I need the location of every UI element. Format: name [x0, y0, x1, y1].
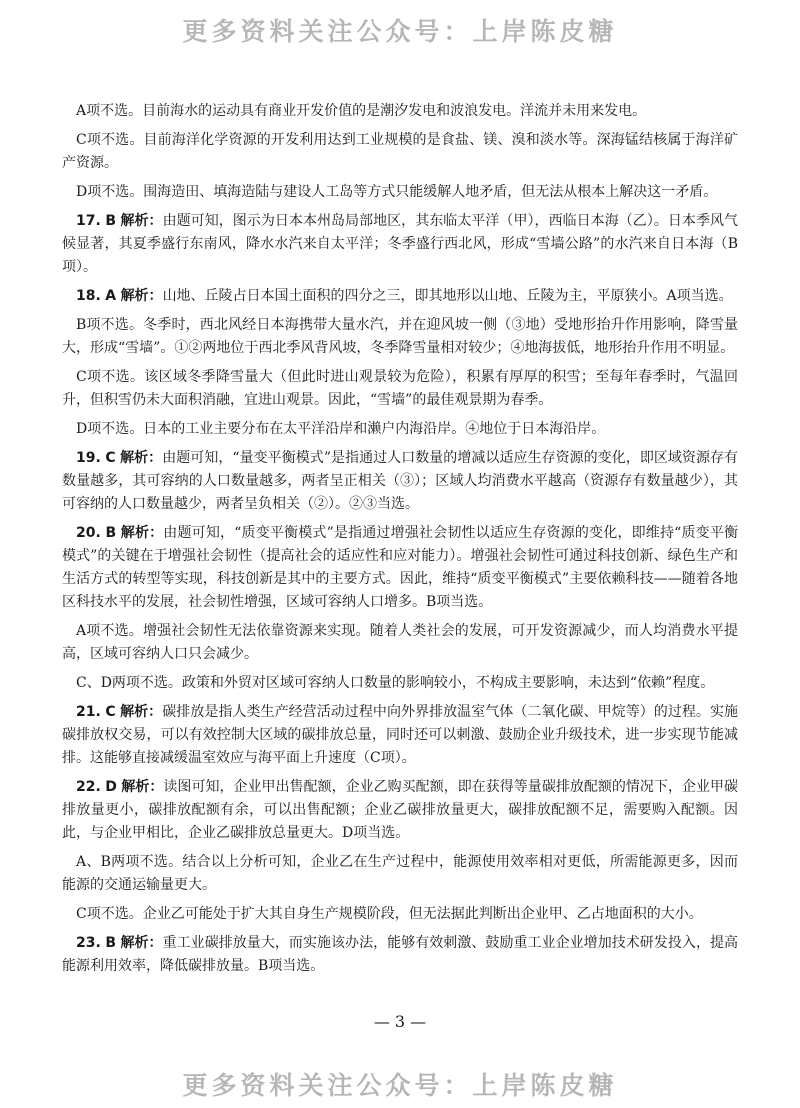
analysis-label: 解析：: [121, 779, 164, 795]
explanation-text: 山地、丘陵占日本国土面积的四分之三，即其地形以山地、丘陵为主，平原狭小。A项当选。: [162, 288, 733, 304]
paragraph: D项不选。日本的工业主要分布在太平洋沿岸和濑户内海沿岸。④地位于日本海沿岸。: [76, 421, 606, 437]
answer-letter: C: [105, 450, 116, 466]
explanation-text: 读图可知，企业甲出售配额，企业乙购买配额，即在获得等量碳排放配额的情况下，企业甲碳排放量更小，碳排放配额有余，可以出售配额；企业乙碳排放量更大，碳排放配额不足，需要购入配额。因此，与企业甲相比，企业乙碳排放总量更大。D项当选。: [62, 779, 739, 841]
analysis-label: 解析：: [120, 450, 163, 466]
paragraph: C项不选。目前海洋化学资源的开发利用达到工业规模的是食盐、镁、溴和淡水等。深海锰结核属于海洋矿产资源。: [62, 132, 738, 171]
page-number: — 3 —: [373, 1012, 427, 1031]
question-22-explanation: [62, 776, 738, 845]
analysis-label: 解析：: [120, 213, 163, 229]
analysis-label: 解析：: [120, 525, 164, 541]
answer-letter: B: [105, 935, 116, 951]
answer-content: [62, 100, 738, 984]
explanation-text: 由题可知，“量变平衡模式”是指通过人口数量的增减以适应生存资源的变化，即区域资源存有数量越多，其可容纳的人口数量越多，两者呈正相关（③）；区域人均消费水平越高（资源存有数量越少），其可容纳的人口数量越少，两者呈负相关（②）。②③当选。: [62, 450, 739, 512]
question-20-explanation: [62, 522, 738, 614]
answer-letter: B: [105, 213, 116, 229]
explanation-text: 由题可知，“质变平衡模式”是指通过增强社会韧性以适应生存资源的变化，即维持“质变平衡模式”的关键在于增强社会韧性（提高社会的适应性和应对能力）。增强社会韧性可通过科技创新、绿色生产和生活方式的转型等实现，科技创新是其中的主要方式。因此，维持“质变平衡模式”主要依赖科技——随着各地区科技水平的发展，社会韧性增强，区域可容纳人口增多。B项当选。: [62, 525, 739, 610]
answer-letter: C: [105, 704, 116, 720]
explanation-text: 碳排放是指人类生产经营活动过程中向外界排放温室气体（二氧化碳、甲烷等）的过程。实施碳排放权交易，可以有效控制大区域的碳排放总量，同时还可以刺激、鼓励企业升级技术，进一步实现节能减排。这能够直接减缓温室效应与海平面上升速度（C项）。: [62, 704, 739, 766]
question-number: 23.: [76, 935, 101, 951]
analysis-label: 解析：: [120, 935, 163, 951]
question-23-explanation: [62, 932, 738, 978]
question-17-explanation: [62, 210, 738, 279]
paragraph: B项不选。冬季时，西北风经日本海携带大量水汽，并在迎风坡一侧（③地）受地形抬升作用影响，降雪量大，形成“雪墙”。①②两地位于西北季风背风坡，冬季降雪量相对较少；④地海拔低，地形抬升作用不明显。: [62, 317, 738, 356]
explanation-text: 重工业碳排放量大，而实施该办法，能够有效刺激、鼓励重工业企业增加技术研发投入，提高能源利用效率，降低碳排放量。B项当选。: [62, 935, 739, 974]
answer-letter: A: [105, 288, 117, 304]
paragraph: A项不选。目前海水的运动具有商业开发价值的是潮汐发电和波浪发电。洋流并未用来发电。: [76, 103, 647, 119]
question-number: 22.: [76, 779, 101, 795]
analysis-label: 解析：: [120, 288, 163, 304]
question-number: 17.: [76, 213, 101, 229]
paragraph: C、D两项不选。政策和外贸对区域可容纳人口数量的影响较小，不构成主要影响，未达到“依赖”程度。: [76, 675, 715, 691]
analysis-label: 解析：: [120, 704, 163, 720]
question-number: 21.: [76, 704, 101, 720]
paragraph: D项不选。围海造田、填海造陆与建设人工岛等方式只能缓解人地矛盾，但无法从根本上解决这一矛盾。: [76, 184, 718, 200]
watermark-top: 更多资料关注公众号：上岸陈皮糖: [182, 17, 618, 46]
paragraph: C项不选。该区域冬季降雪量大（但此时进山观景较为危险），积累有厚厚的积雪；至每年春季时，气温回升，但积雪仍未大面积消融，宜进山观景。因此，“雪墙”的最佳观景期为春季。: [62, 369, 738, 408]
paragraph: A、B两项不选。结合以上分析可知，企业乙在生产过程中，能源使用效率相对更低，所需能源更多，因而能源的交通运输量更大。: [62, 854, 738, 893]
question-number: 19.: [76, 450, 101, 466]
question-number: 20.: [76, 525, 101, 541]
watermark-bottom: 更多资料关注公众号：上岸陈皮糖: [182, 1071, 618, 1100]
question-number: 18.: [76, 288, 101, 304]
answer-letter: D: [105, 779, 117, 795]
question-18-explanation: [62, 285, 738, 308]
explanation-text: 由题可知，图示为日本本州岛局部地区，其东临太平洋（甲），西临日本海（乙）。日本季风气候显著，其夏季盛行东南风，降水水汽来自太平洋；冬季盛行西北风，形成“雪墙公路”的水汽来自日本海（B项）。: [62, 213, 739, 275]
question-19-explanation: [62, 447, 738, 516]
paragraph: A项不选。增强社会韧性无法依靠资源来实现。随着人类社会的发展，可开发资源减少，而人均消费水平提高，区域可容纳人口只会减少。: [62, 623, 738, 662]
answer-letter: B: [105, 525, 117, 541]
paragraph: C项不选。企业乙可能处于扩大其自身生产规模阶段，但无法据此判断出企业甲、乙占地面积的大小。: [76, 906, 703, 922]
question-21-explanation: [62, 701, 738, 770]
